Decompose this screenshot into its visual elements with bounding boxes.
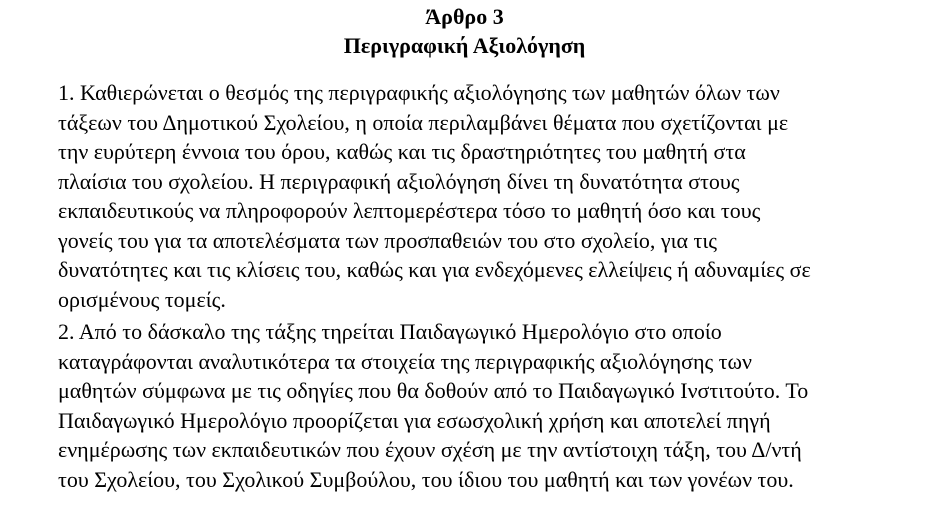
- text-line: μαθητών σύμφωνα με τις οδηγίες που θα δοθούν από το Παιδαγωγικό Ινστιτούτο. Το: [58, 378, 809, 403]
- text-line: γονείς του για τα αποτελέσματα των προσπαθειών του στο σχολείο, για τις: [58, 227, 717, 253]
- paragraph-1: [58, 78, 918, 314]
- text-line: την ευρύτερη έννοια του όρου, καθώς και τις δραστηριότητες του μαθητή στα: [58, 139, 746, 164]
- text-line: ορισμένους τομείς.: [58, 286, 226, 312]
- text-line: καταγράφονται αναλυτικότερα τα στοιχεία της περιγραφικής αξιολόγησης των: [58, 348, 752, 374]
- text-line: του Σχολείου, του Σχολικού Συμβούλου, του ίδιου του μαθητή και των γονέων του.: [58, 466, 794, 492]
- text-line: Παιδαγωγικό Ημερολόγιο προορίζεται για εσωσχολική χρήση και αποτελεί πηγή: [58, 407, 771, 433]
- text-line: τάξεων του Δημοτικού Σχολείου, η οποία περιλαμβάνει θέματα που σχετίζονται με: [58, 109, 789, 135]
- article-title: Περιγραφική Αξιολόγηση: [343, 33, 586, 58]
- text-line: 1. Καθιερώνεται ο θεσμός της περιγραφικής αξιολόγησης των μαθητών όλων των: [58, 80, 780, 105]
- article-number: Άρθρο 3: [425, 4, 504, 29]
- text-line: πλαίσια του σχολείου. Η περιγραφική αξιολόγηση δίνει τη δυνατότητα στους: [58, 168, 740, 194]
- text-line: εκπαιδευτικούς να πληροφορούν λεπτομερέστερα τόσο το μαθητή όσο και τους: [58, 198, 761, 223]
- paragraph-2: [58, 317, 918, 494]
- text-line: δυνατότητες και τις κλίσεις του, καθώς και για ενδεχόμενες ελλείψεις ή αδυναμίες σε: [58, 257, 811, 282]
- text-line: 2. Από το δάσκαλο της τάξης τηρείται Παιδαγωγικό Ημερολόγιο στο οποίο: [58, 319, 722, 344]
- text-line: ενημέρωσης των εκπαιδευτικών που έχουν σχέση με την αντίστοιχη τάξη, του Δ/ντή: [58, 437, 802, 462]
